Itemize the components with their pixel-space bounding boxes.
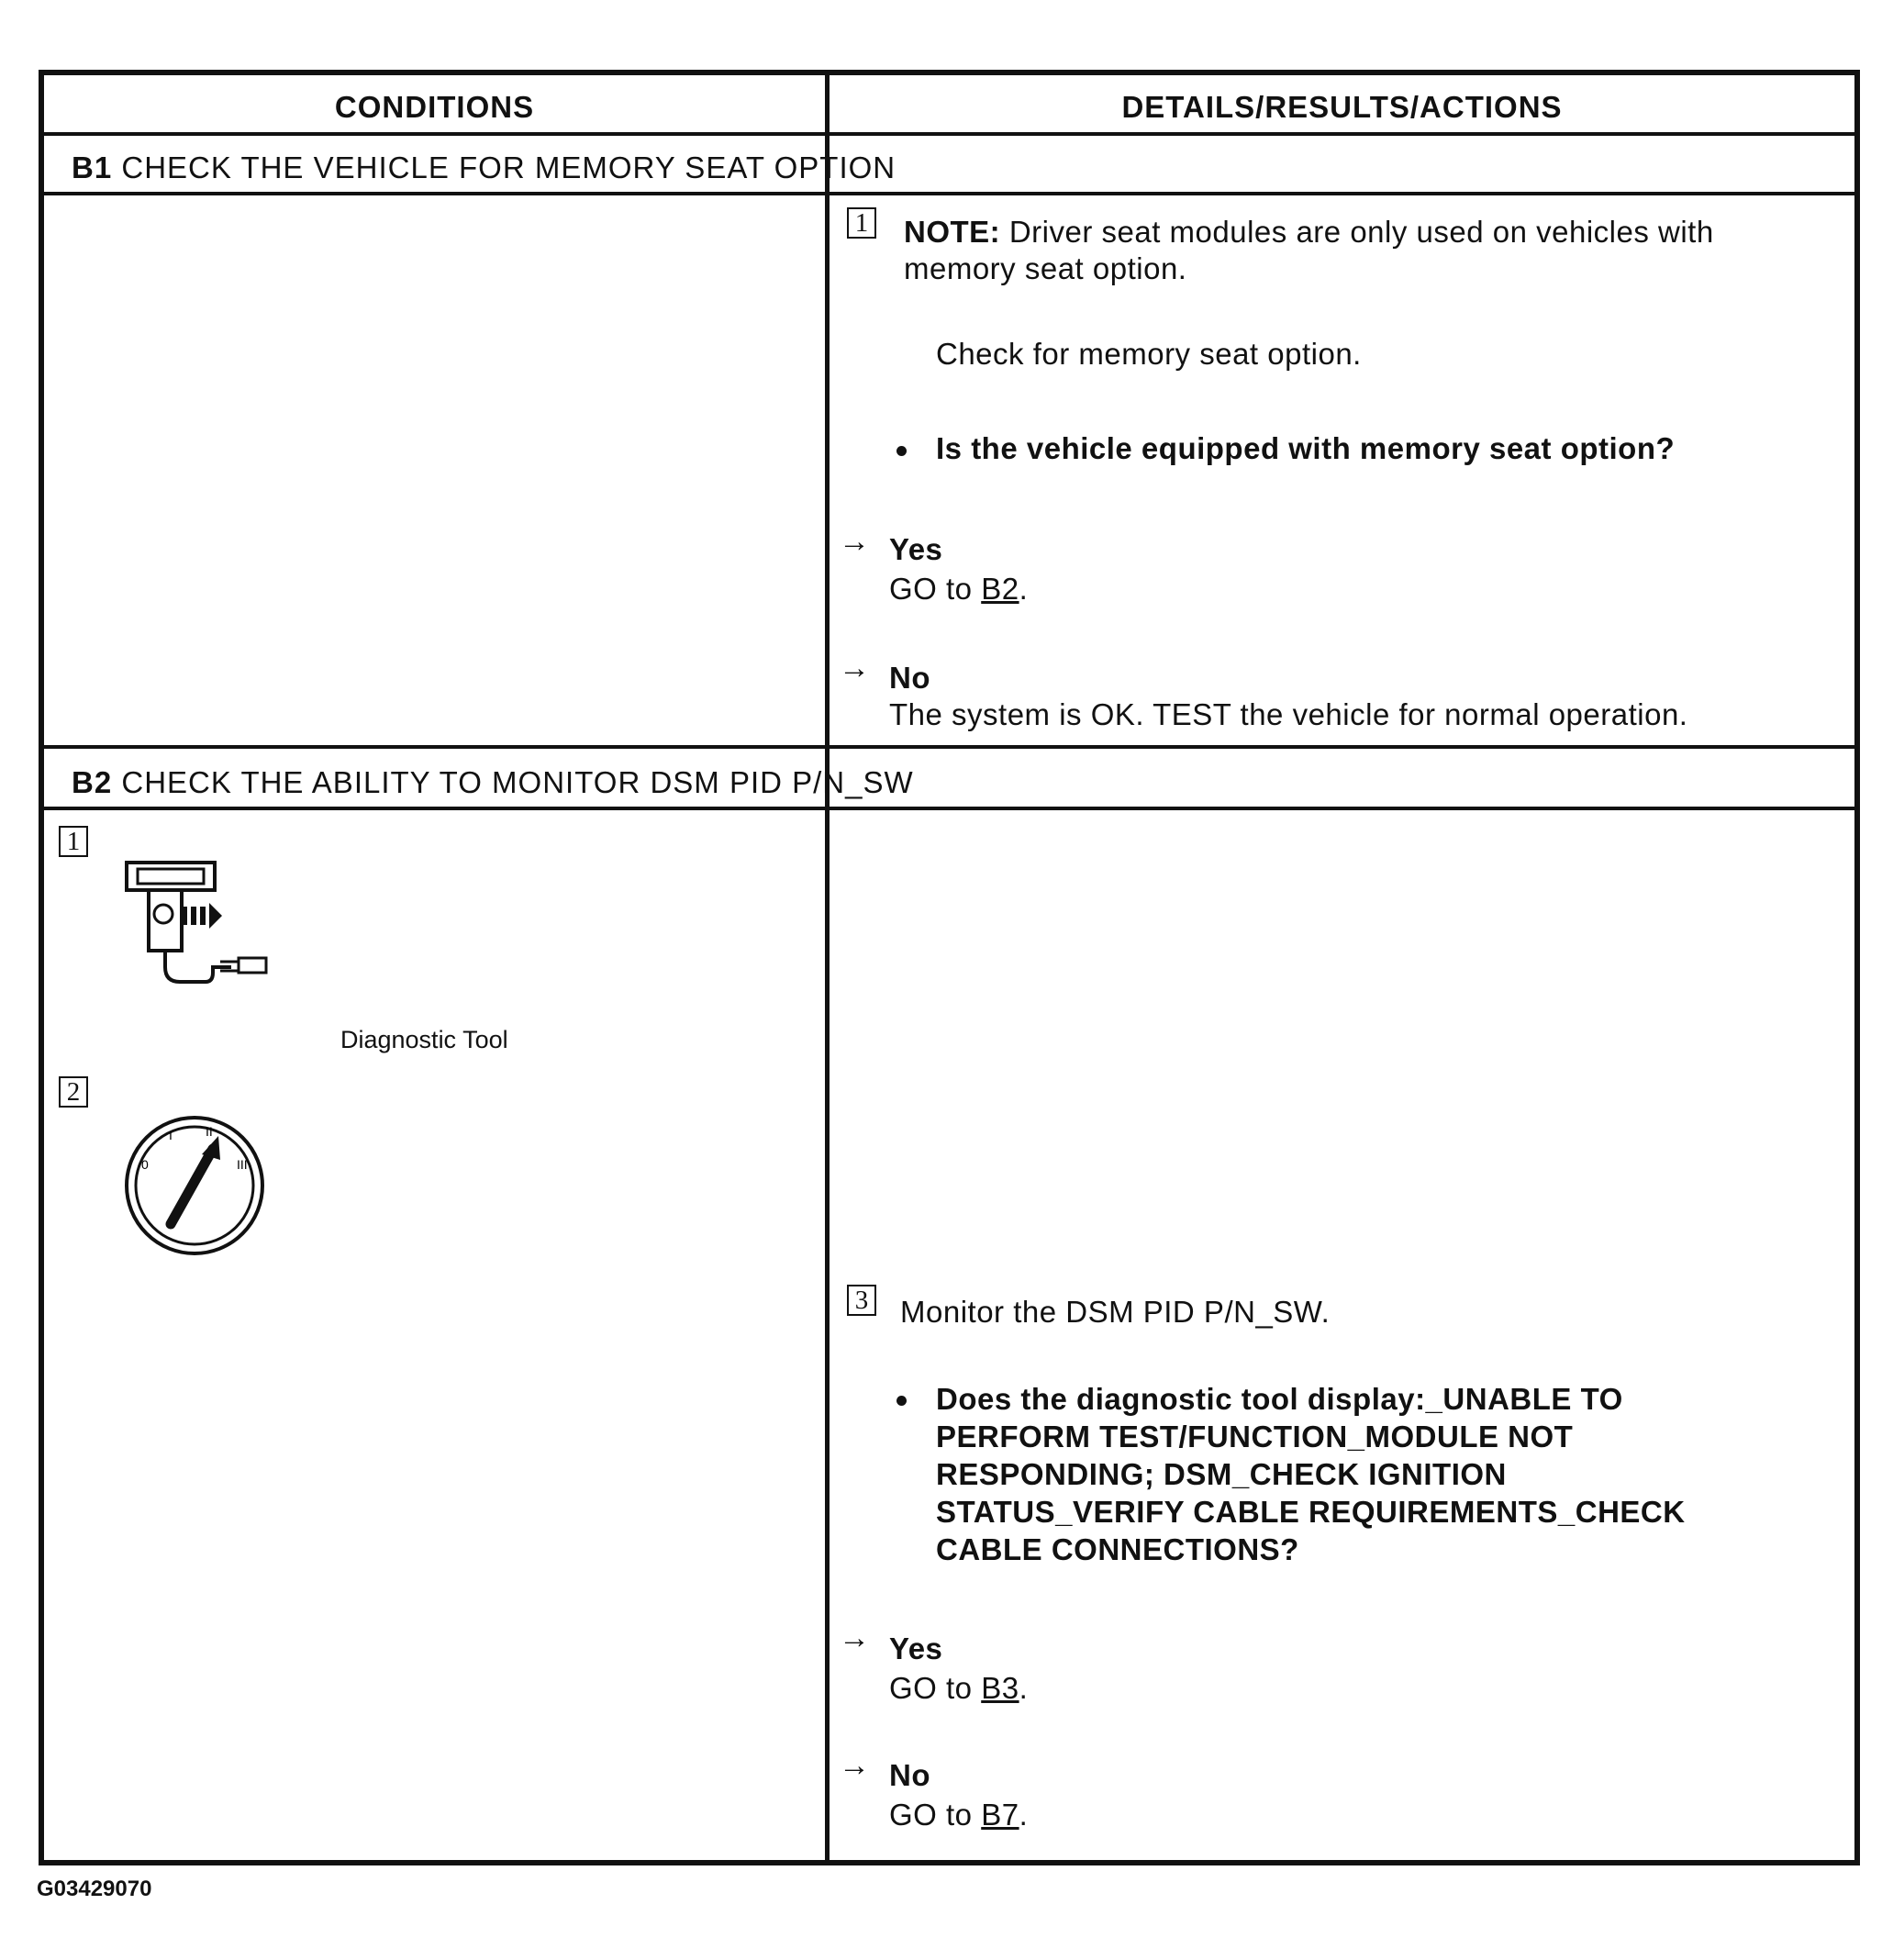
goto-b2-link[interactable]: B2 [981, 572, 1019, 606]
b2-question-bullet [896, 1396, 907, 1406]
b1-title-divider [44, 192, 1854, 195]
conditions-header: CONDITIONS [334, 90, 535, 124]
ignition-label-1: I [169, 1128, 173, 1142]
step-b1-title [72, 150, 896, 185]
b1-yes-arrow-icon: → [839, 524, 870, 559]
ignition-label-0: 0 [141, 1157, 149, 1172]
b2-instruction: Monitor the DSM PID P/N_SW. [900, 1295, 1331, 1329]
step-b1-title-text: CHECK THE VEHICLE FOR MEMORY SEAT OPTION [121, 150, 896, 184]
b1-no-action: The system is OK. TEST the vehicle for normal operation. [889, 697, 1688, 731]
b1-yes-label: Yes [889, 532, 943, 566]
step-b2-title [72, 765, 914, 800]
b2-no-action-prefix: GO to [889, 1798, 973, 1832]
step-b1-id: B1 [72, 150, 113, 184]
b1-question-bullet [896, 446, 907, 456]
header-divider [44, 132, 1854, 136]
goto-b7-link[interactable]: B7 [981, 1798, 1019, 1832]
ignition-label-3: III [237, 1157, 248, 1172]
b2-no-action-suffix: . [1019, 1798, 1029, 1832]
b2-cond-step-2-box: 2 [59, 1076, 88, 1108]
figure-id: G03429070 [37, 1876, 152, 1901]
b1-yes-action-prefix: GO to [889, 572, 973, 606]
b2-no-arrow-icon: → [839, 1748, 870, 1783]
step-b2-title-text: CHECK THE ABILITY TO MONITOR DSM PID P/N_SW [121, 765, 914, 799]
b2-yes-action [889, 1669, 1028, 1707]
b1-bottom-divider [44, 745, 1854, 749]
b2-yes-arrow-icon: → [839, 1620, 870, 1655]
b2-no-action [889, 1796, 1028, 1833]
b2-yes-action-suffix: . [1019, 1671, 1029, 1705]
b2-title-divider [44, 807, 1854, 810]
b2-question-line-4: STATUS_VERIFY CABLE REQUIREMENTS_CHECK [936, 1495, 1686, 1529]
b2-question-line-5: CABLE CONNECTIONS? [936, 1532, 1299, 1566]
ignition-switch-icon [123, 1112, 270, 1259]
b1-note [904, 213, 1714, 251]
details-header: DETAILS/RESULTS/ACTIONS [1121, 90, 1563, 124]
b1-note-line-2: memory seat option. [904, 251, 1187, 285]
b1-note-label: NOTE: [904, 215, 1001, 249]
b1-question: Is the vehicle equipped with memory seat option? [936, 431, 1676, 465]
b2-question-line-1: Does the diagnostic tool display:_UNABLE TO [936, 1382, 1623, 1416]
b2-question-line-2: PERFORM TEST/FUNCTION_MODULE NOT [936, 1420, 1574, 1453]
b2-yes-action-prefix: GO to [889, 1671, 973, 1705]
b2-step-number-box: 3 [847, 1285, 876, 1316]
b1-note-text: Driver seat modules are only used on vehicles with [1008, 215, 1714, 249]
diagnostic-table [39, 70, 1860, 1865]
ignition-label-2: II [206, 1124, 213, 1139]
goto-b3-link[interactable]: B3 [981, 1671, 1019, 1705]
b1-no-label: No [889, 661, 930, 695]
b1-yes-action [889, 570, 1028, 607]
column-divider [825, 75, 830, 1860]
step-b2-id: B2 [72, 765, 113, 799]
diagnostic-tool-icon [123, 859, 270, 998]
b1-step-number-box: 1 [847, 207, 876, 239]
diagnostic-tool-caption: Diagnostic Tool [340, 1026, 508, 1053]
b2-no-label: No [889, 1758, 930, 1792]
b2-question [936, 1380, 1835, 1568]
b1-instruction: Check for memory seat option. [936, 337, 1362, 371]
b1-no-arrow-icon: → [839, 651, 870, 685]
b2-question-line-3: RESPONDING; DSM_CHECK IGNITION [936, 1457, 1507, 1491]
b2-yes-label: Yes [889, 1631, 943, 1665]
b1-yes-action-suffix: . [1019, 572, 1029, 606]
b2-cond-step-1-box: 1 [59, 826, 88, 857]
